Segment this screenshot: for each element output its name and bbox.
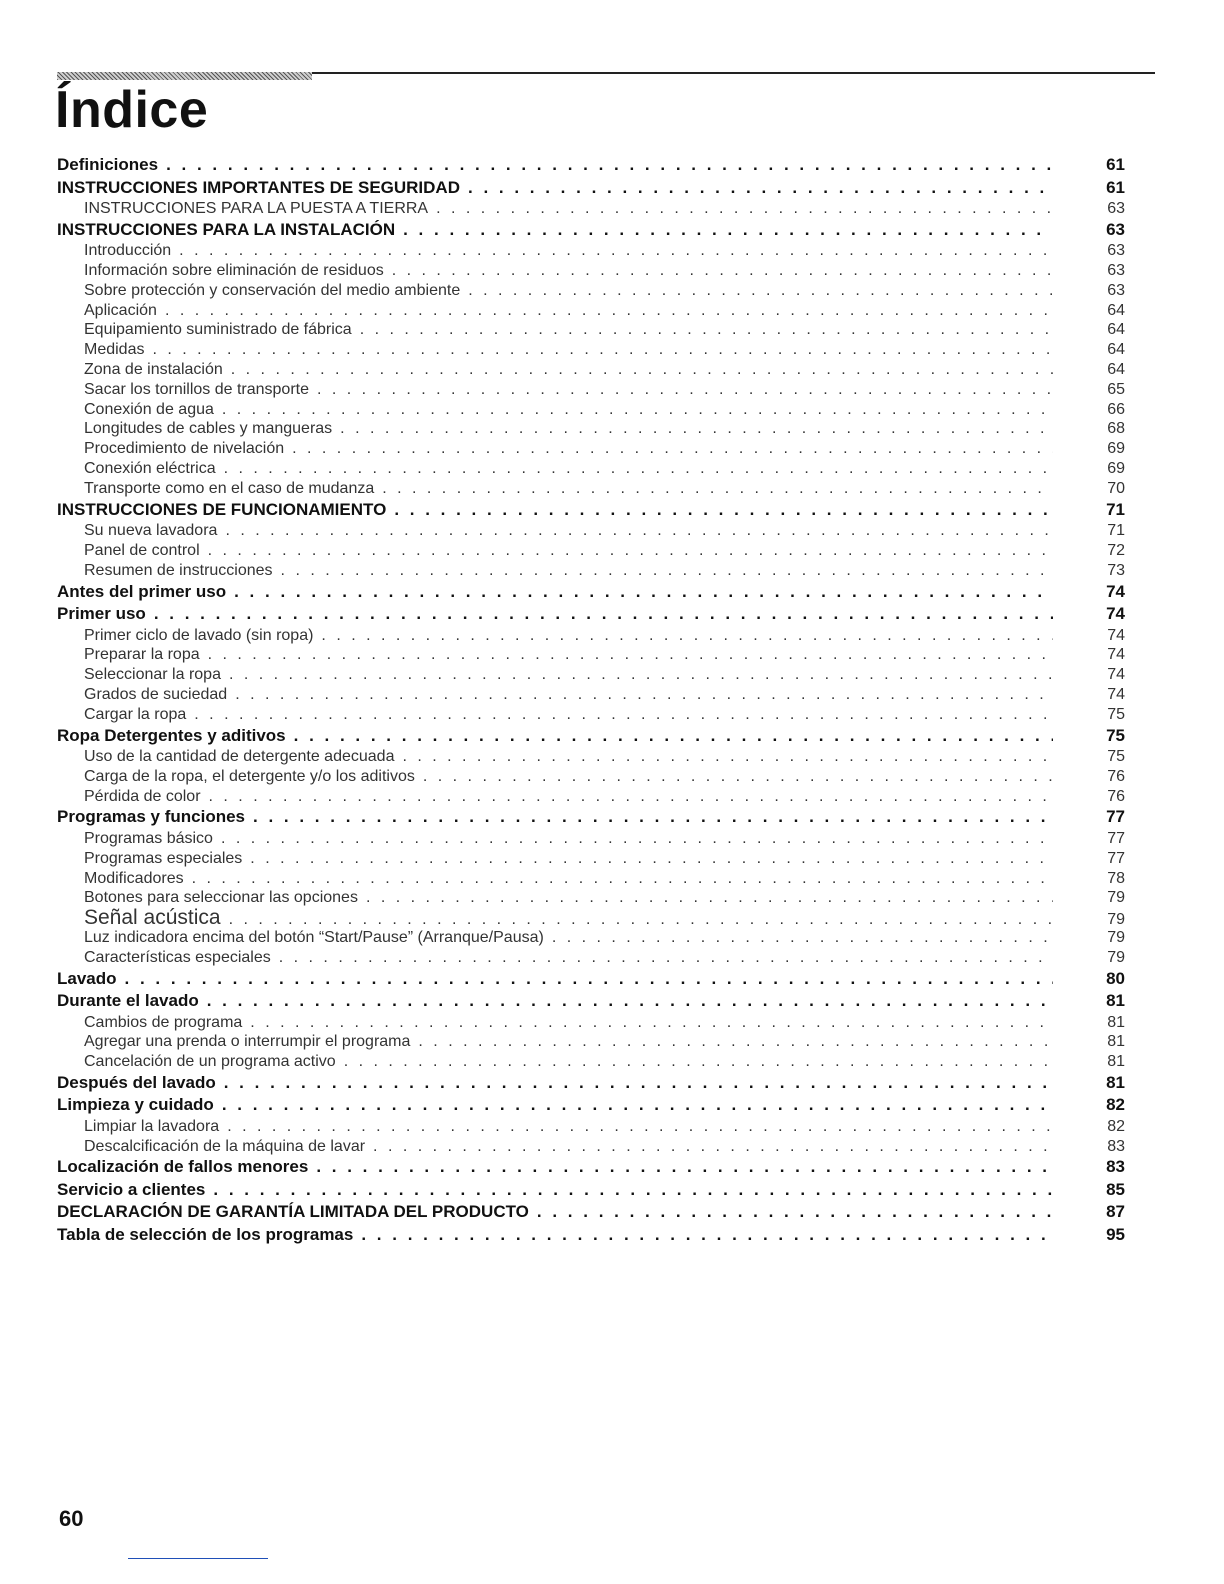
dot-leader — [166, 154, 1053, 177]
dot-leader — [537, 1201, 1053, 1224]
toc-entry-page: 83 — [1107, 1137, 1125, 1155]
toc-entry-page: 95 — [1106, 1224, 1125, 1244]
toc-entry[interactable] — [57, 1094, 1125, 1117]
toc-entry-page: 85 — [1106, 1179, 1125, 1199]
toc-entry-page: 66 — [1107, 400, 1125, 418]
dot-leader — [222, 1094, 1053, 1117]
toc-entry-title: INSTRUCCIONES PARA LA INSTALACIÓN — [57, 219, 396, 239]
toc-entry-page: 82 — [1106, 1095, 1125, 1115]
toc-entry-title: Botones para seleccionar las opciones — [84, 889, 358, 907]
toc-entry-page: 81 — [1107, 1013, 1125, 1031]
dot-leader — [229, 665, 1053, 685]
toc-entry[interactable] — [57, 241, 1125, 261]
toc-entry-page: 77 — [1107, 829, 1125, 847]
toc-entry-page: 64 — [1107, 321, 1125, 339]
toc-entry-page: 81 — [1106, 1072, 1125, 1092]
toc-entry[interactable] — [57, 177, 1125, 200]
toc-entry-title: Ropa Detergentes y aditivos — [57, 725, 286, 745]
toc-entry[interactable] — [57, 1052, 1125, 1072]
toc-entry[interactable] — [57, 990, 1125, 1013]
toc-entry-title: Modificadores — [84, 869, 184, 887]
toc-entry-title: Cambios de programa — [84, 1013, 243, 1031]
toc-entry-page: 72 — [1107, 541, 1125, 559]
dot-leader — [221, 829, 1053, 849]
toc-entry-title: Primer uso — [57, 604, 146, 624]
toc-entry-title: Tabla de selección de los programas — [57, 1224, 354, 1244]
dot-leader — [213, 1179, 1053, 1202]
toc-entry-page: 64 — [1107, 361, 1125, 379]
toc-entry[interactable] — [57, 1032, 1125, 1052]
toc-entry[interactable] — [57, 219, 1125, 242]
dot-leader — [468, 281, 1053, 301]
toc-entry-title: Carga de la ropa, el detergente y/o los aditivos — [84, 767, 415, 785]
toc-entry-title: Sacar los tornillos de transporte — [84, 380, 309, 398]
toc-entry[interactable] — [57, 787, 1125, 807]
toc-entry[interactable] — [57, 747, 1125, 767]
toc-entry[interactable] — [57, 1156, 1125, 1179]
dot-leader — [279, 948, 1053, 968]
toc-entry[interactable] — [57, 439, 1125, 459]
toc-entry-title: Pérdida de color — [84, 787, 201, 805]
toc-entry-page: 77 — [1106, 807, 1125, 827]
table-of-contents — [57, 154, 1125, 1246]
toc-entry-title: Definiciones — [57, 155, 159, 174]
toc-entry-title: Programas especiales — [84, 849, 243, 867]
dot-leader — [125, 968, 1053, 991]
toc-entry-title: Conexión eléctrica — [84, 460, 216, 478]
dot-leader — [250, 1013, 1053, 1033]
toc-entry[interactable] — [57, 968, 1125, 991]
toc-entry-title: Conexión de agua — [84, 400, 214, 418]
toc-entry-title: Sobre protección y conservación del medio ambiente — [84, 281, 461, 299]
toc-entry[interactable] — [57, 1201, 1125, 1224]
dot-leader — [316, 1156, 1053, 1179]
page-number: 60 — [59, 1506, 84, 1531]
toc-entry[interactable] — [57, 948, 1125, 968]
toc-entry-title: Características especiales — [84, 948, 271, 966]
toc-entry-page: 63 — [1107, 281, 1125, 299]
toc-entry[interactable] — [57, 479, 1125, 499]
toc-entry-title: Información sobre eliminación de residuos — [84, 262, 384, 280]
toc-entry-page: 61 — [1106, 155, 1125, 174]
toc-entry[interactable] — [57, 281, 1125, 301]
dot-leader — [361, 1224, 1053, 1247]
toc-entry[interactable] — [57, 603, 1125, 626]
toc-entry-title: INSTRUCCIONES DE FUNCIONAMIENTO — [57, 499, 387, 519]
toc-entry[interactable] — [57, 869, 1125, 889]
toc-entry-page: 63 — [1107, 242, 1125, 260]
toc-entry-title: Antes del primer uso — [57, 581, 227, 601]
dot-leader — [208, 645, 1053, 665]
toc-entry-page: 81 — [1106, 991, 1125, 1010]
toc-entry-title: Limpieza y cuidado — [57, 1095, 214, 1115]
toc-entry[interactable] — [57, 1179, 1125, 1202]
dot-leader — [402, 747, 1053, 767]
toc-entry-page: 78 — [1107, 869, 1125, 887]
dot-leader — [229, 910, 1053, 928]
dot-leader — [423, 767, 1053, 787]
dot-leader — [403, 219, 1053, 242]
dot-leader — [340, 419, 1053, 439]
toc-entry[interactable] — [57, 725, 1125, 748]
toc-entry-title: Localización de fallos menores — [57, 1157, 309, 1177]
toc-entry[interactable] — [57, 400, 1125, 420]
toc-entry-page: 69 — [1107, 460, 1125, 478]
toc-entry-title: Agregar una prenda o interrumpir el programa — [84, 1033, 411, 1051]
toc-entry-page: 65 — [1107, 380, 1125, 398]
toc-entry-title: Grados de suciedad — [84, 685, 228, 703]
toc-entry[interactable] — [57, 154, 1125, 177]
dot-leader — [382, 479, 1053, 499]
toc-entry-page: 73 — [1107, 561, 1125, 579]
toc-entry[interactable] — [57, 199, 1125, 219]
toc-entry-page: 74 — [1107, 666, 1125, 684]
toc-entry-title: DECLARACIÓN DE GARANTÍA LIMITADA DEL PRODUCTO — [57, 1202, 529, 1222]
toc-entry-title: INSTRUCCIONES IMPORTANTES DE SEGURIDAD — [57, 177, 460, 197]
toc-entry-page: 81 — [1107, 1033, 1125, 1051]
toc-entry-page: 71 — [1106, 499, 1125, 519]
dot-leader — [281, 561, 1053, 581]
dot-leader — [360, 320, 1053, 340]
dot-leader — [224, 1072, 1053, 1095]
dot-leader — [154, 603, 1053, 626]
toc-entry-page: 61 — [1106, 177, 1125, 197]
dot-leader — [250, 849, 1053, 869]
toc-entry-title: Señal acústica — [84, 908, 221, 928]
toc-entry[interactable] — [57, 301, 1125, 321]
toc-entry-page: 74 — [1106, 581, 1125, 601]
toc-entry[interactable] — [57, 928, 1125, 948]
toc-entry[interactable] — [57, 340, 1125, 360]
toc-entry-page: 76 — [1107, 767, 1125, 785]
toc-entry[interactable] — [57, 1072, 1125, 1095]
toc-entry-page: 74 — [1106, 604, 1125, 624]
dot-leader — [394, 499, 1053, 522]
toc-entry-page: 63 — [1106, 219, 1125, 239]
toc-entry-title: Panel de control — [84, 541, 200, 559]
toc-entry[interactable] — [57, 561, 1125, 581]
dot-leader — [227, 1117, 1053, 1137]
toc-entry-page: 74 — [1107, 626, 1125, 644]
toc-entry-title: Procedimiento de nivelación — [84, 440, 285, 458]
footer-link-underline — [128, 1558, 268, 1559]
toc-entry-title: Longitudes de cables y mangueras — [84, 420, 333, 438]
toc-entry-title: Preparar la ropa — [84, 646, 200, 664]
dot-leader — [292, 439, 1053, 459]
toc-entry-title: Lavado — [57, 968, 117, 988]
toc-entry-title: Seleccionar la ropa — [84, 666, 221, 684]
toc-entry[interactable] — [57, 380, 1125, 400]
toc-entry[interactable] — [57, 459, 1125, 479]
toc-entry-page: 71 — [1107, 522, 1125, 540]
toc-entry[interactable] — [57, 521, 1125, 541]
toc-entry[interactable] — [57, 581, 1125, 604]
toc-entry[interactable] — [57, 806, 1125, 829]
toc-entry[interactable] — [57, 419, 1125, 439]
dot-leader — [225, 521, 1053, 541]
toc-entry-page: 64 — [1107, 301, 1125, 319]
toc-entry-page: 63 — [1107, 262, 1125, 280]
dot-leader — [224, 459, 1053, 479]
toc-entry-title: Después del lavado — [57, 1072, 216, 1092]
toc-entry-page: 75 — [1106, 725, 1125, 745]
toc-entry[interactable] — [57, 320, 1125, 340]
toc-entry[interactable] — [57, 665, 1125, 685]
dot-leader — [179, 241, 1053, 261]
toc-entry-page: 76 — [1107, 787, 1125, 805]
toc-entry-title: Introducción — [84, 242, 172, 260]
dot-leader — [392, 261, 1053, 281]
toc-entry-title: Primer ciclo de lavado (sin ropa) — [84, 626, 314, 644]
toc-entry[interactable] — [57, 685, 1125, 705]
dot-leader — [231, 360, 1053, 380]
toc-entry-page: 79 — [1107, 948, 1125, 966]
toc-entry-page: 70 — [1107, 479, 1125, 497]
toc-entry-title: Durante el lavado — [57, 991, 199, 1010]
toc-entry[interactable] — [57, 1117, 1125, 1137]
dot-leader — [165, 301, 1053, 321]
dot-leader — [552, 928, 1053, 948]
toc-entry-page: 69 — [1107, 440, 1125, 458]
toc-entry-page: 79 — [1107, 911, 1125, 928]
dot-leader — [152, 340, 1053, 360]
toc-entry[interactable] — [57, 645, 1125, 665]
toc-entry-page: 74 — [1107, 685, 1125, 703]
toc-entry-page: 79 — [1107, 928, 1125, 946]
toc-entry-page: 87 — [1106, 1202, 1125, 1222]
toc-entry[interactable] — [57, 888, 1125, 908]
toc-entry-page: 83 — [1106, 1157, 1125, 1177]
toc-entry[interactable] — [57, 541, 1125, 561]
toc-entry-page: 77 — [1107, 849, 1125, 867]
page-title: Índice — [55, 81, 209, 139]
dot-leader — [192, 869, 1053, 889]
toc-entry-title: Transporte como en el caso de mudanza — [84, 479, 375, 497]
toc-entry-page: 75 — [1107, 748, 1125, 766]
toc-entry-page: 68 — [1107, 420, 1125, 438]
toc-entry[interactable] — [57, 499, 1125, 522]
toc-entry[interactable] — [57, 908, 1125, 928]
toc-entry[interactable] — [57, 705, 1125, 725]
toc-entry[interactable] — [57, 261, 1125, 281]
toc-entry-page: 81 — [1107, 1053, 1125, 1071]
dot-leader — [194, 705, 1053, 725]
dot-leader — [321, 626, 1053, 646]
toc-entry-title: Medidas — [84, 341, 145, 359]
toc-entry-title: Servicio a clientes — [57, 1179, 206, 1199]
dot-leader — [294, 725, 1053, 748]
dot-leader — [317, 380, 1053, 400]
toc-entry[interactable] — [57, 1224, 1125, 1247]
toc-entry-page: 63 — [1107, 200, 1125, 217]
dot-leader — [468, 177, 1053, 200]
toc-entry-title: Cargar la ropa — [84, 705, 187, 723]
toc-entry-title: Programas y funciones — [57, 807, 246, 827]
toc-entry-title: INSTRUCCIONES PARA LA PUESTA A TIERRA — [84, 200, 429, 217]
toc-entry-title: Programas básico — [84, 829, 213, 847]
header-pattern-bar — [57, 72, 312, 80]
toc-entry-page: 74 — [1107, 646, 1125, 664]
toc-entry[interactable] — [57, 829, 1125, 849]
toc-entry-page: 64 — [1107, 341, 1125, 359]
dot-leader — [222, 400, 1053, 420]
dot-leader — [207, 990, 1053, 1013]
dot-leader — [373, 1137, 1053, 1157]
toc-entry-title: Limpiar la lavadora — [84, 1117, 220, 1135]
toc-entry-page: 80 — [1106, 968, 1125, 988]
dot-leader — [344, 1052, 1053, 1072]
dot-leader — [234, 581, 1053, 604]
toc-entry[interactable] — [57, 1013, 1125, 1033]
toc-entry-title: Equipamiento suministrado de fábrica — [84, 321, 352, 339]
toc-entry-title: Resumen de instrucciones — [84, 561, 273, 579]
toc-entry-title: Aplicación — [84, 301, 157, 319]
toc-entry-title: Descalcificación de la máquina de lavar — [84, 1137, 366, 1155]
toc-entry[interactable] — [57, 360, 1125, 380]
dot-leader — [366, 888, 1053, 908]
toc-entry-title: Uso de la cantidad de detergente adecuada — [84, 748, 395, 766]
toc-entry-title: Luz indicadora encima del botón “Start/Pause” (Arranque/Pausa) — [84, 928, 544, 946]
dot-leader — [235, 685, 1053, 705]
dot-leader — [209, 787, 1053, 807]
toc-entry[interactable] — [57, 1137, 1125, 1157]
toc-entry[interactable] — [57, 767, 1125, 787]
dot-leader — [253, 806, 1053, 829]
dot-leader — [418, 1032, 1053, 1052]
toc-entry-page: 79 — [1107, 889, 1125, 907]
toc-entry[interactable] — [57, 849, 1125, 869]
toc-entry-title: Su nueva lavadora — [84, 522, 218, 540]
toc-entry[interactable] — [57, 626, 1125, 646]
toc-entry-title: Zona de instalación — [84, 361, 223, 379]
toc-entry-page: 75 — [1107, 705, 1125, 723]
dot-leader — [436, 199, 1053, 219]
toc-entry-page: 82 — [1107, 1117, 1125, 1135]
toc-entry-title: Cancelación de un programa activo — [84, 1053, 336, 1071]
dot-leader — [208, 541, 1053, 561]
